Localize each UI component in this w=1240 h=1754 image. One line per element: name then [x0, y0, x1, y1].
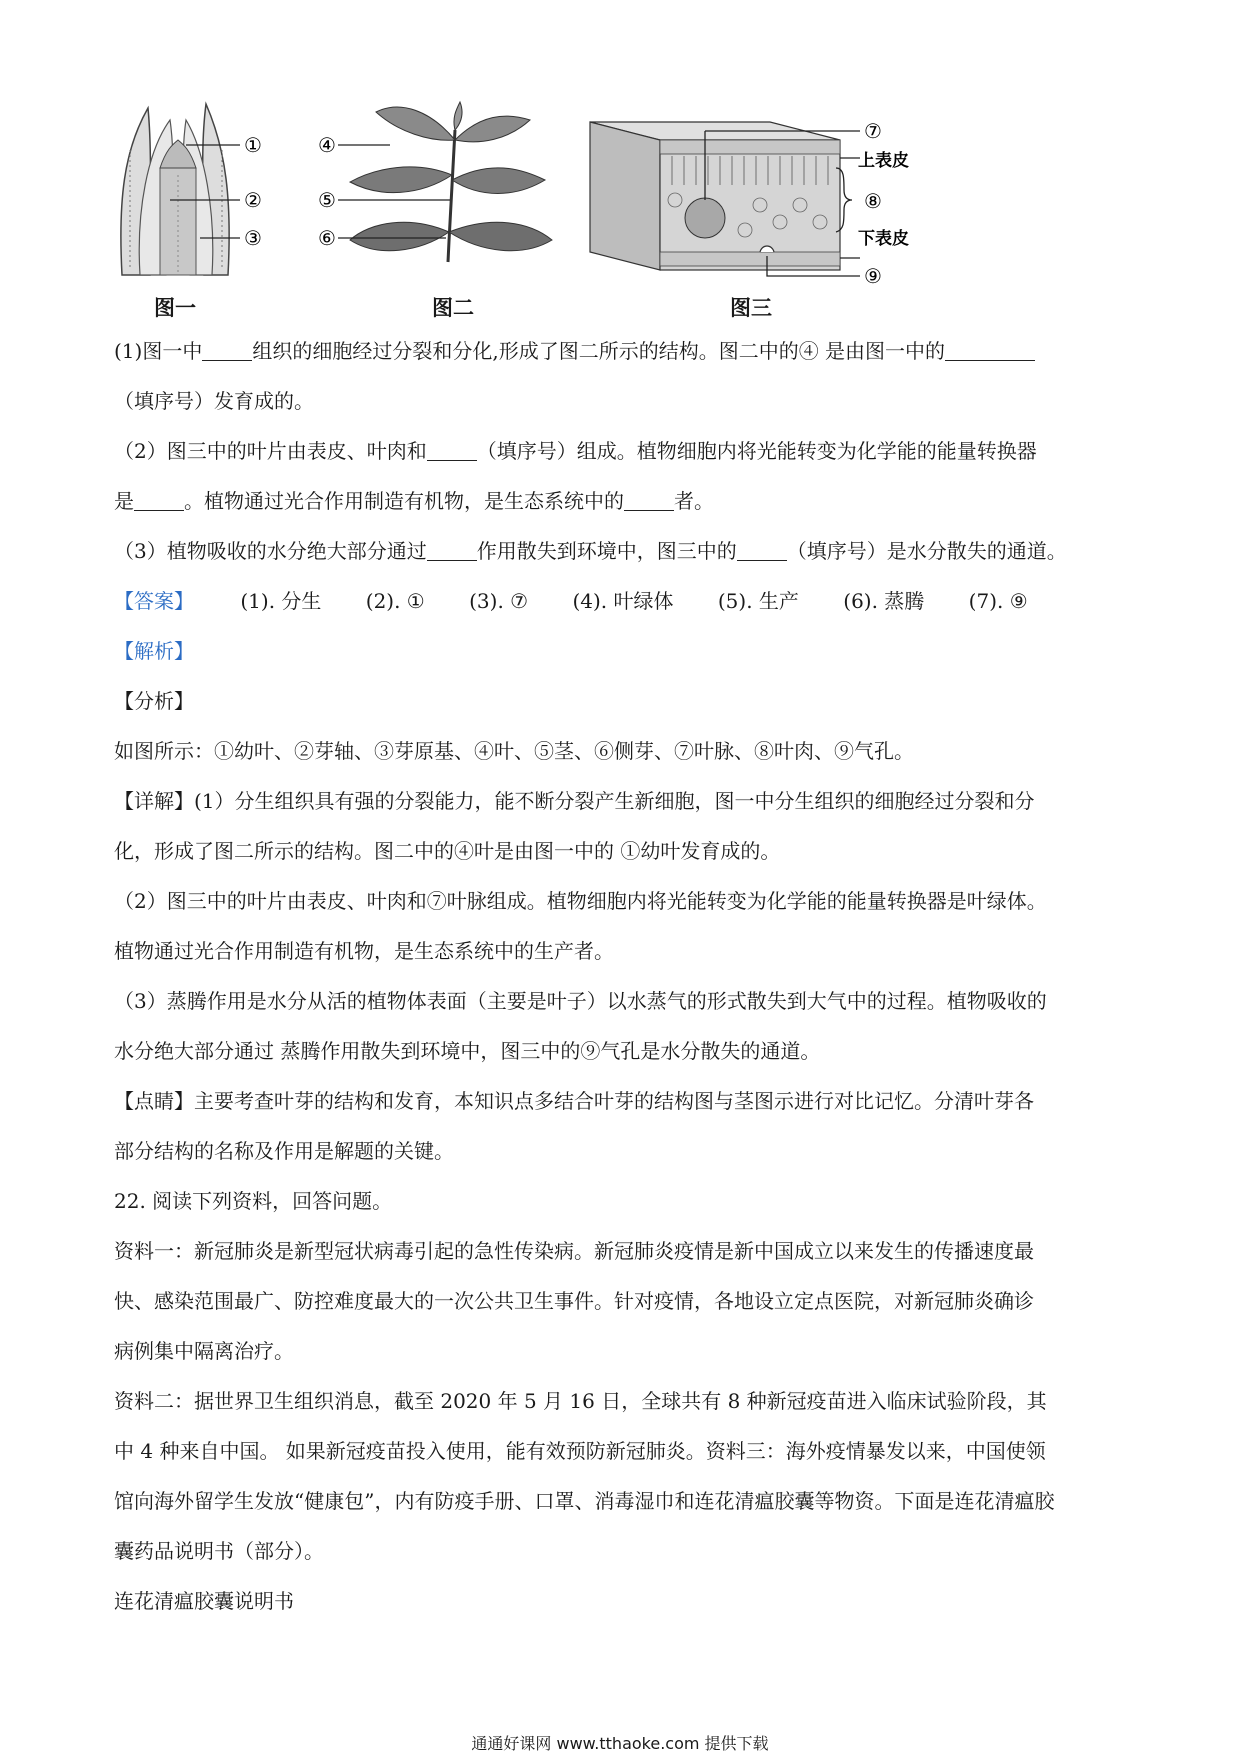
q2-blank-3 [624, 488, 674, 511]
answer-item-4: (4). 叶绿体 [572, 589, 674, 613]
q1-blank-1 [202, 338, 252, 361]
question-1-line-2 [114, 385, 314, 414]
q3-blank-2 [737, 538, 787, 561]
question-2-line-2 [114, 485, 714, 514]
q2-blank-2 [134, 488, 184, 511]
fig1-label-1: ① [244, 133, 262, 157]
material-2-line-2: 中 4 种来自中国。 如果新冠疫苗投入使用，能有效预防新冠肺炎。资料三：海外疫情暴发以来，中国使领 [114, 1439, 1046, 1463]
dianjing-line-1: 【点睛】主要考查叶芽的结构和发育，本知识点多结合叶芽的结构图与茎图示进行对比记忆。分清叶芽各 [114, 1089, 1034, 1113]
figure-1-bud [121, 104, 240, 275]
fig2-caption: 图二 [432, 296, 474, 320]
fenxi-text: 如图所示：①幼叶、②芽轴、③芽原基、④叶、⑤茎、⑥侧芽、⑦叶脉、⑧叶肉、⑨气孔。 [114, 739, 914, 763]
fig1-label-3: ③ [244, 226, 262, 250]
q3-blank-1 [427, 538, 477, 561]
answer-item-3: (3). ⑦ [469, 589, 529, 613]
fig2-label-5: ⑤ [318, 188, 336, 212]
fenxi-tag: 【分析】 [114, 689, 194, 713]
fig1-caption: 图一 [154, 296, 196, 320]
q22-title: 22. 阅读下列资料，回答问题。 [114, 1189, 393, 1213]
q2-text-e: 者。 [674, 489, 714, 513]
detail-line-6: 水分绝大部分通过 蒸腾作用散失到环境中，图三中的⑨气孔是水分散失的通道。 [114, 1039, 821, 1063]
detail-line-4: 植物通过光合作用制造有机物，是生态系统中的生产者。 [114, 939, 614, 963]
q1-text-c: （填序号）发育成的。 [114, 389, 314, 413]
q1-text-a: (1)图一中 [114, 339, 203, 363]
q3-text-a: （3）植物吸收的水分绝大部分通过 [114, 539, 427, 563]
answer-item-5: (5). 生产 [717, 589, 799, 613]
detail-line-2: 化，形成了图二所示的结构。图二中的④叶是由图一中的 ①幼叶发育成的。 [114, 839, 781, 863]
fig2-label-6: ⑥ [318, 226, 336, 250]
figure-2-shoot [338, 102, 552, 262]
material-2-line-1: 资料二：据世界卫生组织消息，截至 2020 年 5 月 16 日，全球共有 8 种新冠疫苗进入临床试验阶段，其 [114, 1389, 1047, 1413]
answer-item-6: (6). 蒸腾 [843, 589, 925, 613]
material-2-line-3: 馆向海外留学生发放“健康包”，内有防疫手册、口罩、消毒湿巾和连花清瘟胶囊等物资。下面是连花清瘟胶 [114, 1489, 1055, 1513]
q3-text-b: 作用散失到环境中，图三中的 [476, 539, 737, 563]
q1-blank-2 [945, 338, 1035, 361]
fig3-label-9: ⑨ [864, 264, 882, 288]
detail-line-1: 【详解】(1）分生组织具有强的分裂能力，能不断分裂产生新细胞，图一中分生组织的细胞经过分裂和分 [114, 789, 1035, 813]
analysis-tag: 【解析】 [114, 639, 194, 663]
page-footer: 通通好课网 www.tthaoke.com 提供下载 [471, 1734, 769, 1753]
q2-text-c: 是 [114, 489, 134, 513]
fig2-label-4: ④ [318, 133, 336, 157]
material-3-title: 连花清瘟胶囊说明书 [114, 1589, 294, 1613]
material-1-line-2: 快、感染范围最广、防控难度最大的一次公共卫生事件。针对疫情，各地设立定点医院，对新冠肺炎确诊 [114, 1289, 1034, 1313]
material-1-line-3: 病例集中隔离治疗。 [114, 1339, 294, 1363]
figures-svg [0, 0, 1240, 320]
answer-item-1: (1). 分生 [240, 589, 322, 613]
fig3-caption: 图三 [730, 296, 772, 320]
answer-item-7: (7). ⑨ [968, 589, 1028, 613]
fig3-label-8: ⑧ [864, 189, 882, 213]
question-2-line-1 [114, 435, 1037, 464]
question-3-line-1 [114, 535, 1067, 564]
material-2-line-4: 囊药品说明书（部分）。 [114, 1539, 324, 1563]
fig3-label-upper-epidermis: 上表皮 [858, 151, 909, 171]
dianjing-line-2: 部分结构的名称及作用是解题的关键。 [114, 1139, 454, 1163]
question-1-line-1 [114, 335, 1035, 364]
figures-area [0, 0, 1240, 320]
answer-item-2: (2). ① [365, 589, 425, 613]
q2-text-a: （2）图三中的叶片由表皮、叶肉和 [114, 439, 427, 463]
detail-line-5: （3）蒸腾作用是水分从活的植物体表面（主要是叶子）以水蒸气的形式散失到大气中的过程。植物吸收的 [114, 989, 1047, 1013]
fig1-label-2: ② [244, 188, 262, 212]
answer-line [114, 585, 1066, 614]
q2-blank-1 [427, 438, 477, 461]
material-1-line-1: 资料一：新冠肺炎是新型冠状病毒引起的急性传染病。新冠肺炎疫情是新中国成立以来发生的传播速度最 [114, 1239, 1034, 1263]
q2-text-b: （填序号）组成。植物细胞内将光能转变为化学能的能量转换器 [476, 439, 1037, 463]
fig3-label-7: ⑦ [864, 119, 882, 143]
q3-text-c: （填序号）是水分散失的通道。 [786, 539, 1067, 563]
figure-3-leaf-section [590, 122, 860, 276]
answer-tag: 【答案】 [114, 589, 194, 613]
detail-line-3: （2）图三中的叶片由表皮、叶肉和⑦叶脉组成。植物细胞内将光能转变为化学能的能量转换器是叶绿体。 [114, 889, 1047, 913]
fig3-label-lower-epidermis: 下表皮 [858, 229, 909, 249]
q1-text-b: 组织的细胞经过分裂和分化,形成了图二所示的结构。图二中的④ 是由图一中的 [252, 339, 946, 363]
q2-text-d: 。植物通过光合作用制造有机物，是生态系统中的 [184, 489, 624, 513]
